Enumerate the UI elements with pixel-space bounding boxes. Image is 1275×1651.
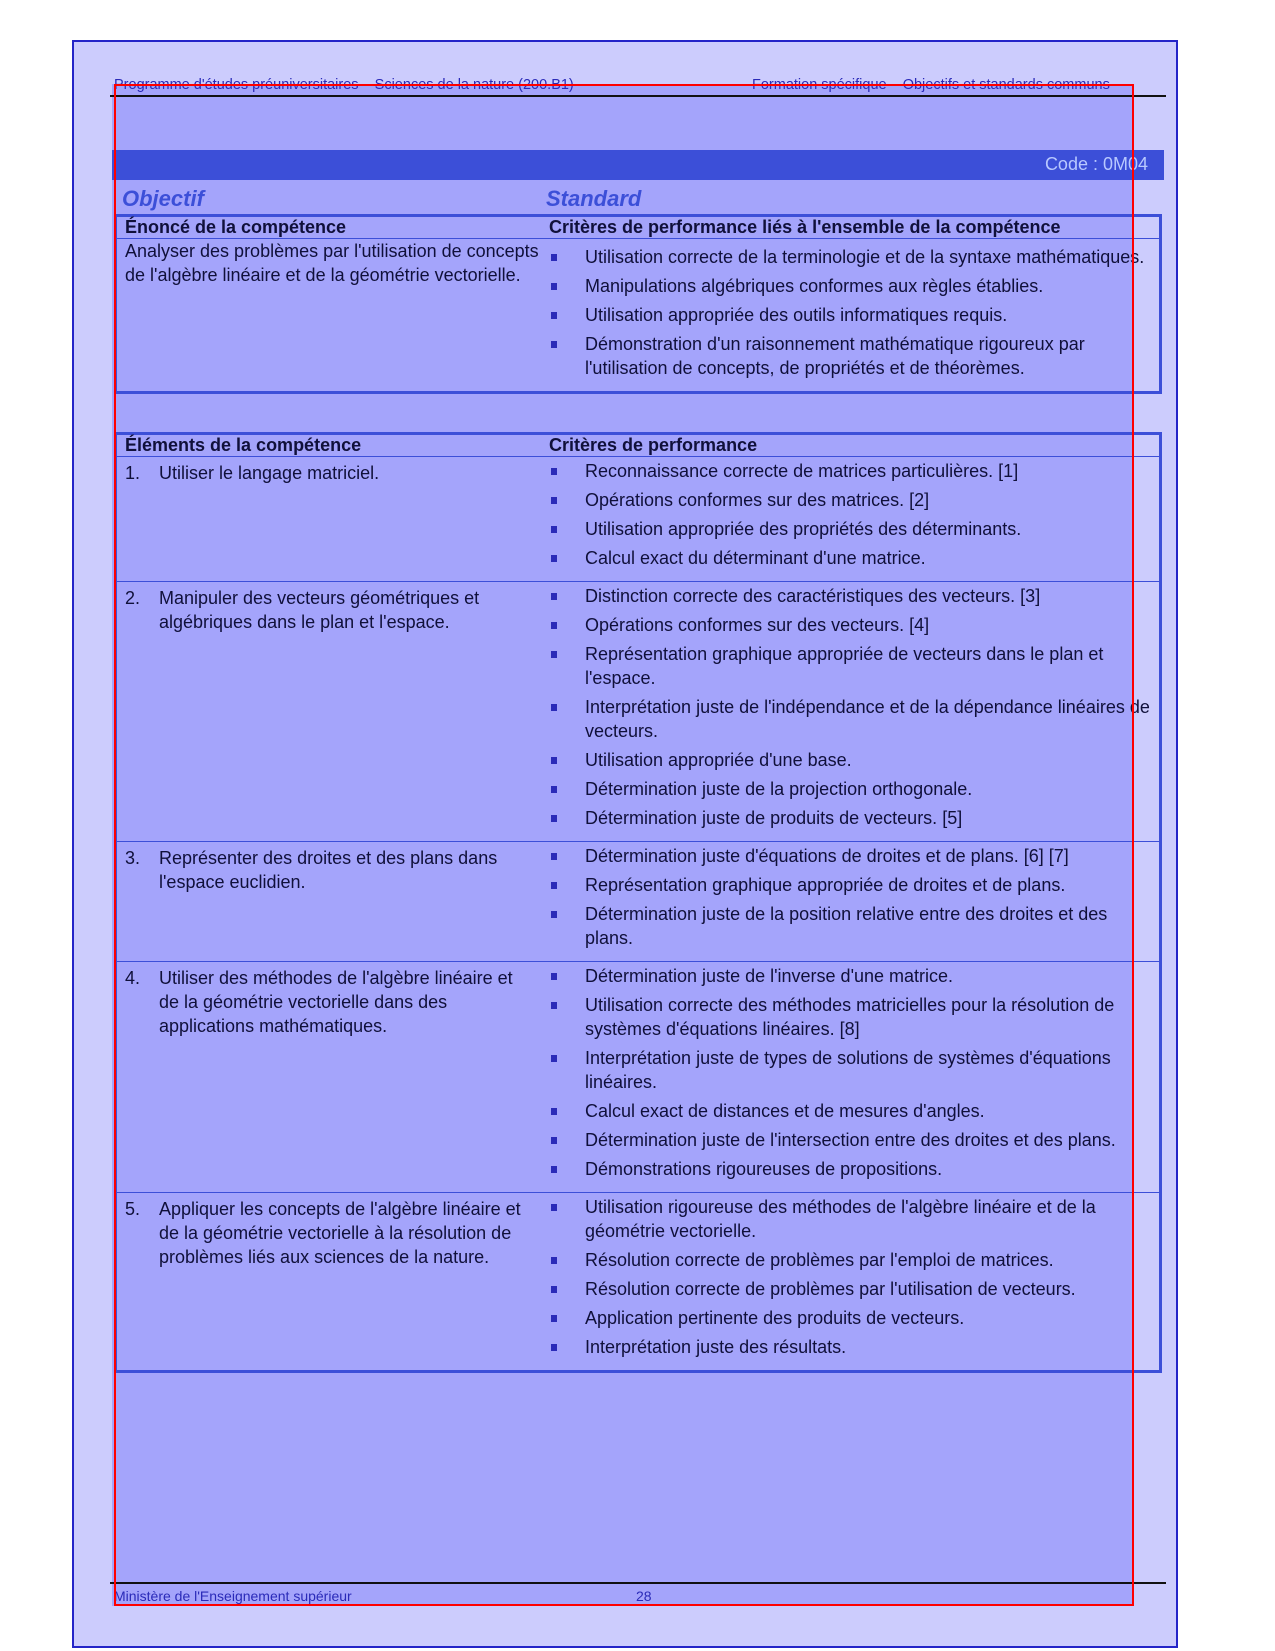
bullet-icon [551,497,557,504]
bullet-icon [551,1055,557,1062]
criteria-item: Calcul exact du déterminant d'une matrice. [549,546,1159,570]
criteria-item: Manipulations algébriques conformes aux règles établies. [549,274,1159,298]
elements-table [114,432,1162,1373]
bullet-icon [551,1344,557,1351]
competence-table [114,214,1162,394]
bullet-icon [551,1002,557,1009]
bullet-icon [551,651,557,658]
competence-right-header: Critères de performance liés à l'ensemble de la compétence [541,216,1161,239]
criteria-item: Détermination juste de la position relative entre des droites et des plans. [549,902,1159,950]
criteria-item: Utilisation correcte de la terminologie et de la syntaxe mathématiques. [549,245,1159,269]
bullet-icon [551,622,557,629]
code-bar [112,150,1164,180]
bullet-icon [551,786,557,793]
footer-ministry: Ministère de l'Enseignement supérieur [114,1588,352,1604]
criteria-item: Démonstration d'un raisonnement mathématique rigoureux par l'utilisation de concepts, de propriétés et de théorèmes. [549,332,1159,380]
element-text: 1. Utiliser le langage matriciel. [125,463,380,483]
element-text: 4. Utiliser des méthodes de l'algèbre linéaire et de la géométrie vectorielle dans des applications mathématiques. [125,968,513,1036]
elements-right-header: Critères de performance [541,434,1161,457]
criteria-item: Détermination juste d'équations de droites et de plans. [6] [7] [549,844,1159,868]
standard-title: Standard [546,186,642,211]
element-text: 5. Appliquer les concepts de l'algèbre linéaire et de la géométrie vectorielle à la résolution de problèmes liés aux sciences de la nature. [125,1199,521,1267]
competence-statement: Analyser des problèmes par l'utilisation de concepts de l'algèbre linéaire et de la géométrie vectorielle. [125,241,539,285]
bullet-icon [551,593,557,600]
criteria-item: Opérations conformes sur des matrices. [2] [549,488,1159,512]
element-row [116,1193,1161,1372]
element-row [116,582,1161,842]
element-row [116,842,1161,962]
footer-rule [110,1582,1166,1584]
criteria-item: Détermination juste de la projection orthogonale. [549,777,1159,801]
running-header-right: Formation spécifique – Objectifs et standards communs [752,77,1110,93]
criteria-item: Utilisation rigoureuse des méthodes de l'algèbre linéaire et de la géométrie vectorielle. [549,1195,1159,1243]
code-label: Code : 0M04 [1044,154,1148,174]
criteria-item: Opérations conformes sur des vecteurs. [4] [549,613,1159,637]
bullet-icon [551,1286,557,1293]
criteria-item: Utilisation appropriée d'une base. [549,748,1159,772]
bullet-icon [551,882,557,889]
bullet-icon [551,1108,557,1115]
element-text: 3. Représenter des droites et des plans dans l'espace euclidien. [125,848,498,892]
criteria-item: Utilisation appropriée des propriétés des déterminants. [549,517,1159,541]
criteria-item: Détermination juste de produits de vecteurs. [5] [549,806,1159,830]
criteria-item: Interprétation juste de l'indépendance et de la dépendance linéaires de vecteurs. [549,695,1159,743]
criteria-item: Interprétation juste de types de solutions de systèmes d'équations linéaires. [549,1046,1159,1094]
bullet-icon [551,468,557,475]
bullet-icon [551,1137,557,1144]
criteria-list [549,842,1159,961]
criteria-item: Démonstrations rigoureuses de propositions. [549,1157,1159,1181]
bullet-icon [551,757,557,764]
elements-left-header: Éléments de la compétence [116,434,542,457]
element-text: 2. Manipuler des vecteurs géométriques et algébriques dans le plan et l'espace. [125,588,480,632]
bullet-icon [551,1257,557,1264]
criteria-item: Reconnaissance correcte de matrices particulières. [1] [549,459,1159,483]
criteria-item: Application pertinente des produits de vecteurs. [549,1306,1159,1330]
criteria-item: Détermination juste de l'intersection entre des droites et des plans. [549,1128,1159,1152]
bullet-icon [551,1315,557,1322]
element-row [116,457,1161,582]
bullet-icon [551,704,557,711]
page-number: 28 [636,1588,652,1604]
objectif-title: Objectif [122,186,204,211]
bullet-icon [551,555,557,562]
bullet-icon [551,853,557,860]
header-rule [110,95,1166,97]
competence-criteria-list [549,239,1159,391]
bullet-icon [551,1166,557,1173]
element-row [116,962,1161,1193]
criteria-list [549,457,1159,581]
running-header-left: Programme d'études préuniversitaires – Sciences de la nature (200.B1) [114,77,574,93]
bullet-icon [551,911,557,918]
criteria-item: Résolution correcte de problèmes par l'utilisation de vecteurs. [549,1277,1159,1301]
criteria-item: Résolution correcte de problèmes par l'emploi de matrices. [549,1248,1159,1272]
bullet-icon [551,815,557,822]
criteria-item: Représentation graphique appropriée de vecteurs dans le plan et l'espace. [549,642,1159,690]
criteria-item: Calcul exact de distances et de mesures d'angles. [549,1099,1159,1123]
bullet-icon [551,341,557,348]
criteria-item: Utilisation appropriée des outils informatiques requis. [549,303,1159,327]
criteria-item: Détermination juste de l'inverse d'une matrice. [549,964,1159,988]
bullet-icon [551,526,557,533]
criteria-list [549,582,1159,841]
bullet-icon [551,254,557,261]
criteria-item: Représentation graphique appropriée de droites et de plans. [549,873,1159,897]
bullet-icon [551,312,557,319]
criteria-item: Distinction correcte des caractéristiques des vecteurs. [3] [549,584,1159,608]
bullet-icon [551,283,557,290]
bullet-icon [551,973,557,980]
competence-left-header: Énoncé de la compétence [116,216,542,239]
criteria-item: Interprétation juste des résultats. [549,1335,1159,1359]
criteria-list [549,962,1159,1192]
criteria-item: Utilisation correcte des méthodes matricielles pour la résolution de systèmes d'équations linéaires. [8] [549,993,1159,1041]
bullet-icon [551,1204,557,1211]
criteria-list [549,1193,1159,1370]
